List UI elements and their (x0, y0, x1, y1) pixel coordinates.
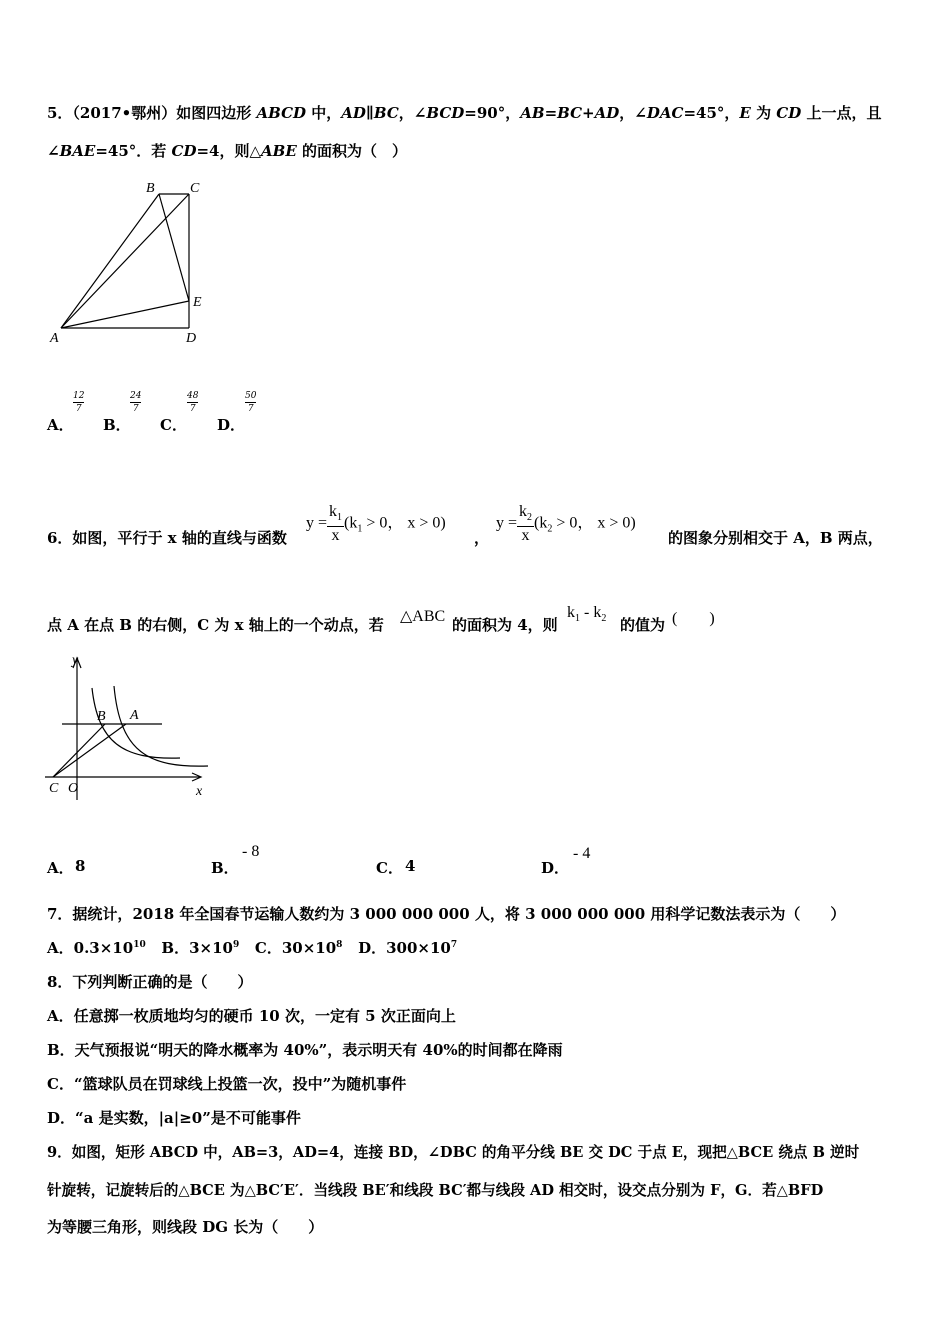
q6-function-2 (496, 503, 636, 544)
math-text: y = (496, 514, 518, 532)
option-letter: D． (217, 416, 246, 434)
subscript: 1 (337, 512, 343, 524)
q7-option-d[interactable] (358, 939, 457, 957)
label-x: x (196, 784, 203, 799)
option-letter: B． (103, 416, 131, 434)
label-d: D (186, 331, 197, 346)
q5-text: ∠ (47, 142, 60, 160)
q5-text: 中， (306, 104, 342, 122)
math-text: > 0， x > 0) (552, 514, 636, 532)
option-fraction (130, 391, 141, 414)
q9-stem-line1: 9．如图，矩形 ABCD 中，AB=3，AD=4，连接 BD，∠DBC 的角平分线 BE 交 DC 于点 E，现把△BCE 绕点 B 逆时 (47, 1144, 860, 1161)
q6-function-1 (306, 503, 446, 544)
exponent: 9 (232, 940, 240, 950)
q8-option-c[interactable]: C．“篮球队员在罚球线上投篮一次，投中”为随机事件 (47, 1075, 407, 1093)
q7-options (47, 937, 457, 958)
option-value: - 4 (573, 845, 591, 862)
q6-stem-suffix: 的图象分别相交于 A，B 两点， (668, 529, 883, 547)
math-text: (k (344, 514, 358, 532)
fraction-bar (73, 402, 84, 403)
option-fraction (245, 391, 256, 414)
q6-stem-prefix: 6．如图，平行于 x 轴的直线与函数 (47, 529, 287, 547)
exponent: 8 (336, 940, 343, 950)
numerator (327, 503, 344, 527)
q5-text: 5．（2017•鄂州）如图四边形 (47, 104, 257, 122)
option-letter: C． (160, 416, 187, 434)
label-a: A (130, 708, 139, 723)
q5-var: ABCD (256, 104, 307, 122)
q5-figure (40, 175, 220, 355)
denominator: x (331, 527, 340, 545)
option-label: B．3×10 (161, 939, 233, 957)
q5-var: BAE (59, 142, 96, 160)
label-b: B (97, 709, 106, 724)
label-e: E (193, 295, 202, 310)
q8-option-b[interactable]: B．天气预报说“明天的降水概率为 40%”，表示明天有 40%的时间都在降雨 (47, 1041, 563, 1059)
math-fraction (327, 503, 344, 544)
q5-var: AD (594, 104, 620, 122)
numerator: 48 (187, 391, 199, 401)
q6-stem-line2-b: 的面积为 4，则 (452, 616, 558, 634)
q6-figure (40, 650, 220, 805)
q5-text: = (544, 104, 558, 122)
option-letter: A． (47, 859, 74, 877)
fraction-bar (245, 402, 256, 403)
q9-stem-line3: 为等腰三角形，则线段 DG 长为（ ） (47, 1218, 324, 1236)
math-text: k (567, 604, 575, 621)
denominator: 7 (189, 404, 196, 414)
q5-text: 的面积为（ ） (296, 142, 407, 160)
numerator: 50 (245, 391, 257, 401)
q8-stem: 8．下列判断正确的是（ ） (47, 973, 253, 991)
curve-k1 (114, 686, 208, 766)
subscript: 2 (547, 523, 553, 535)
q6-stem-line2-a: 点 A 在点 B 的右侧，C 为 x 轴上的一个动点，若 (47, 616, 384, 634)
subscript: 2 (601, 613, 607, 625)
exponent: 10 (133, 940, 146, 950)
q5-stem-line2 (47, 140, 407, 161)
q5-text: ∥ (365, 104, 374, 122)
q6-stem-line2-c: 的值为 (620, 616, 666, 634)
fraction-bar (187, 402, 198, 403)
numerator (517, 503, 534, 527)
option-value: 8 (75, 857, 86, 875)
option-label: A．0.3×10 (47, 939, 134, 957)
label-b: B (146, 181, 155, 196)
q8-option-a[interactable]: A．任意掷一枚质地均匀的硬币 10 次，一定有 5 次正面向上 (47, 1007, 456, 1025)
q5-text: =4，则△ (196, 142, 261, 160)
math-text: k (519, 503, 528, 520)
option-letter: B． (211, 859, 239, 877)
subscript: 2 (527, 512, 533, 524)
q7-option-b[interactable] (161, 939, 239, 957)
math-text: - k (580, 604, 602, 621)
option-label: D．300×10 (358, 939, 451, 957)
denominator: 7 (247, 404, 254, 414)
subscript: 1 (357, 523, 363, 535)
label-c: C (190, 181, 200, 196)
q5-text: + (582, 104, 595, 122)
label-y: y (72, 653, 79, 668)
q5-var: AD (341, 104, 366, 122)
q5-text: ，∠ (398, 104, 427, 122)
q5-text: =45°．若 (95, 142, 172, 160)
math-text: > 0， x > 0) (362, 514, 446, 532)
segment-cb (53, 724, 105, 777)
q5-var: ABE (261, 142, 297, 160)
math-text: (k (534, 514, 548, 532)
q5-var: BC (373, 104, 399, 122)
q6-answer-paren: ( ) (672, 610, 715, 627)
q6-triangle-abc: △ABC (400, 608, 446, 625)
q5-text: =90°， (464, 104, 521, 122)
q9-stem-line2: 针旋转，记旋转后的△BCE 为△BC′E′．当线段 BE′和线段 BC′都与线段 AD 相交时，设交点分别为 F，G．若△BFD (47, 1182, 824, 1199)
numerator: 12 (73, 391, 85, 401)
q6-k-expression (567, 604, 606, 624)
q5-var: DAC (646, 104, 684, 122)
exponent: 7 (450, 940, 458, 950)
q5-text: 上一点，且 (801, 104, 882, 122)
math-text: k (329, 503, 338, 520)
q7-stem: 7．据统计，2018 年全国春节运输人数约为 3 000 000 000 人，将 3 000 000 000 用科学记数法表示为（ ） (47, 905, 846, 923)
option-value: - 8 (242, 843, 260, 860)
fraction-bar (130, 402, 141, 403)
segment-ca (53, 724, 126, 777)
q7-option-a[interactable] (47, 939, 146, 957)
q5-text: ，∠ (619, 104, 647, 122)
q5-var: BC (557, 104, 583, 122)
math-fraction (517, 503, 534, 544)
math-text: y = (306, 514, 328, 532)
q5-stem-line1 (47, 102, 881, 123)
q5-var: CD (171, 142, 197, 160)
option-label: C．30×10 (254, 939, 337, 957)
option-fraction (187, 391, 198, 414)
q7-option-c[interactable] (255, 939, 343, 957)
q5-var: AB (520, 104, 545, 122)
q5-var: BCD (426, 104, 465, 122)
denominator: 7 (75, 404, 82, 414)
denominator: x (521, 527, 530, 545)
label-o: O (68, 781, 79, 796)
option-fraction (73, 391, 84, 414)
q6-comma: ， (474, 529, 490, 547)
q5-text: 为 (750, 104, 777, 122)
option-letter: A． (47, 416, 74, 434)
label-a: A (50, 331, 59, 346)
option-letter: D． (541, 859, 570, 877)
label-c: C (49, 781, 59, 796)
subscript: 1 (575, 613, 580, 625)
q5-var: CD (776, 104, 802, 122)
q5-var: E (739, 104, 751, 122)
option-value: 4 (405, 857, 416, 875)
option-letter: C． (376, 859, 403, 877)
denominator: 7 (132, 404, 139, 414)
q8-option-d[interactable]: D．“a 是实数，|a|≥0”是不可能事件 (47, 1109, 301, 1127)
numerator: 24 (130, 391, 142, 401)
q5-text: =45°， (683, 104, 740, 122)
